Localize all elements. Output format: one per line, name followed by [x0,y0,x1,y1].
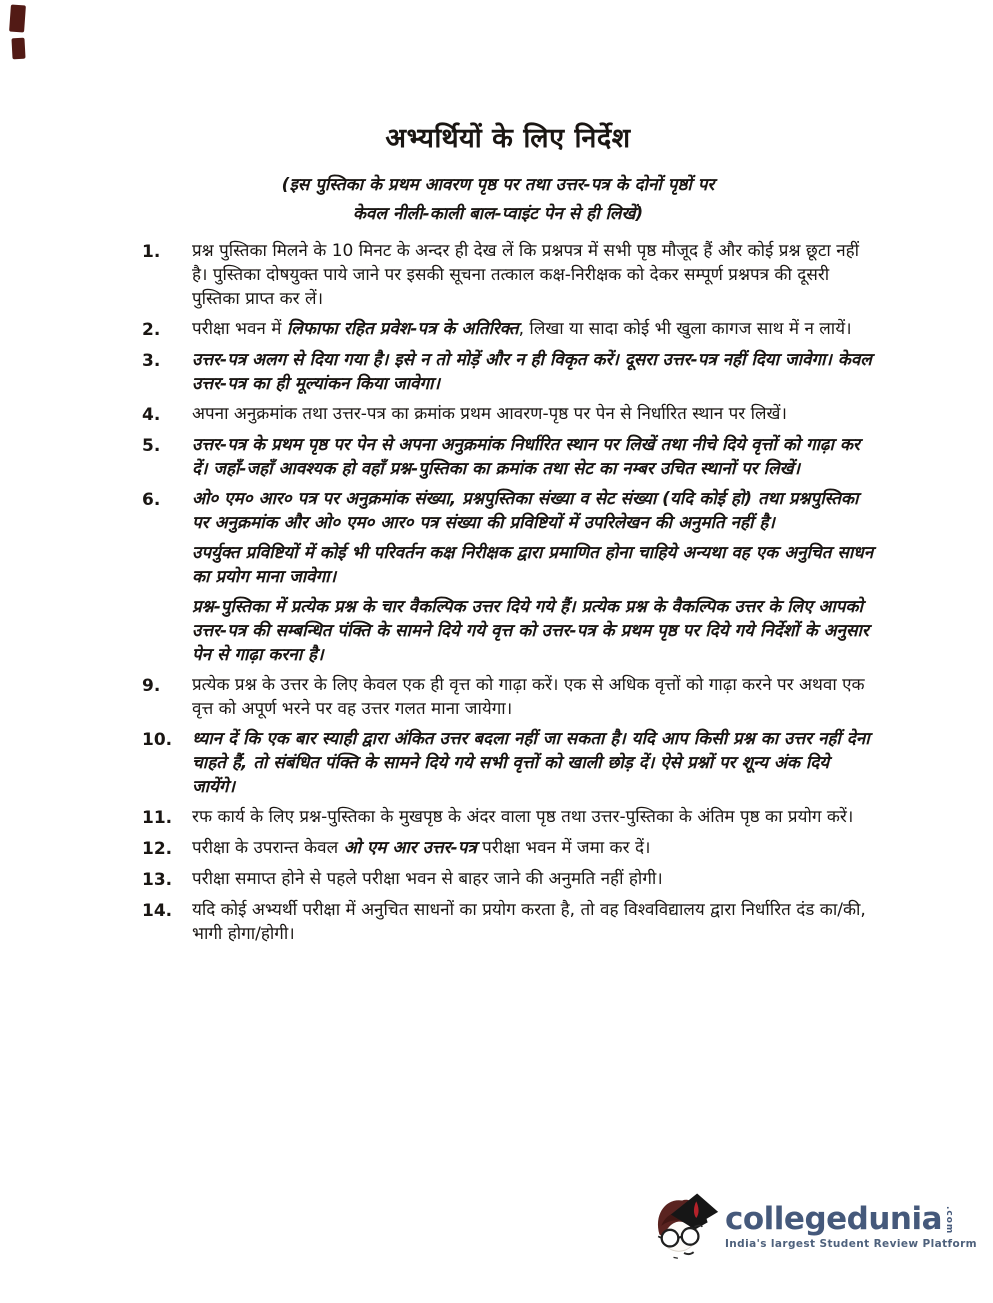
graduate-boy-mascot-icon [649,1189,719,1265]
item-number: 4. [142,405,161,425]
item-number: 9. [142,676,161,696]
list-item [142,317,874,342]
item-number: 6. [142,490,161,510]
subtitle-line-1: (इस पुस्तिका के प्रथम आवरण पृष्ठ पर तथा उत्तर-पत्र के दोनों पृष्ठों पर [281,175,715,195]
item-number [142,595,192,596]
document-content [142,118,874,952]
list-item [142,487,874,535]
list-item [142,867,874,892]
item-text: प्रश्न-पुस्तिका में प्रत्येक प्रश्न के चार वैकल्पिक उत्तर दिये गये हैं। प्रत्येक प्रश्न के वैकल्पिक उत्तर के लिए आपको उत्तर-पत्र की सम्बन्धित पंक्ति के सामने दिये गये वृत्त को उत्तर-पत्र के प्रथम पृष्ठ पर दिये गये निर्देशों के अनुसार पेन से गाढ़ा करना है। [192,597,869,665]
list-item [142,348,874,396]
item-text: उत्तर-पत्र के प्रथम पृष्ठ पर पेन से अपना अनुक्रमांक निर्धारित स्थान पर लिखें तथा नीचे दिये वृत्तों को गाढ़ा कर दें। जहाँ-जहाँ आवश्यक हो वहाँ प्रश्न-पुस्तिका का क्रमांक तथा सेट का नम्बर उचित स्थानों पर लिखें। [192,435,860,479]
instruction-list [142,239,874,946]
subtitle-note [152,171,844,229]
list-item [142,433,874,481]
list-item [142,836,874,861]
item-number: 5. [142,436,161,456]
item-text: परीक्षा समाप्त होने से पहले परीक्षा भवन से बाहर जाने की अनुमति नहीं होगी। [192,869,663,889]
list-item [142,673,874,721]
item-text: ध्यान दें कि एक बार स्याही द्वारा अंकित उत्तर बदला नहीं जा सकता है। यदि आप किसी प्रश्न का उत्तर नहीं देना चाहते हैं, तो संबंधित पंक्ति के सामने दिये गये सभी वृत्तों को खाली छोड़ दें। ऐसे प्रश्नों पर शून्य अंक दिये जायेंगे। [192,729,870,797]
subtitle-line-2: केवल नीली-काली बाल-प्वाइंट पेन से ही लिखें) [352,204,644,224]
scan-ink-mark [9,5,26,33]
item-text: यदि कोई अभ्यर्थी परीक्षा में अनुचित साधनों का प्रयोग करता है, तो वह विश्वविद्यालय द्वारा निर्धारित दंड का/की, भागी होगा/होगी। [192,900,866,944]
brand-name: collegedunia [725,1201,943,1237]
item-text: प्रश्न पुस्तिका मिलने के 10 मिनट के अन्दर ही देख लें कि प्रश्नपत्र में सभी पृष्ठ मौजूद हैं और कोई प्रश्न छूटा नहीं है। पुस्तिका दोषयुक्त पाये जाने पर इसकी सूचना तत्काल कक्ष-निरीक्षक को देकर सम्पूर्ण प्रश्नपत्र की दूसरी पुस्तिका प्राप्त कर लें। [192,241,860,309]
list-item [142,595,874,667]
page-title: अभ्यर्थियों के लिए निर्देश [385,123,631,154]
item-number: 10. [142,730,173,750]
list-item [142,805,874,830]
item-number: 13. [142,870,173,890]
item-text: ओ० एम० आर० पत्र पर अनुक्रमांक संख्या, प्रश्नपुस्तिका संख्या व सेट संख्या (यदि कोई हो) तथा प्रश्नपुस्तिका पर अनुक्रमांक और ओ० एम० आर० पत्र संख्या की प्रविष्टियों में उपरिलेखन की अनुमति नहीं है। [192,489,859,533]
item-number: 14. [142,901,173,921]
scan-ink-mark [11,38,25,60]
brand-tld: .com [944,1205,955,1234]
item-text: अपना अनुक्रमांक तथा उत्तर-पत्र का क्रमांक प्रथम आवरण-पृष्ठ पर पेन से निर्धारित स्थान पर लिखें। [192,404,787,424]
item-text: परीक्षा के उपरान्त केवल ओ एम आर उत्तर-पत्र परीक्षा भवन में जमा कर दें। [192,838,651,858]
item-text: परीक्षा भवन में लिफाफा रहित प्रवेश-पत्र के अतिरिक्त, लिखा या सादा कोई भी खुला कागज साथ में न लायें। [192,319,852,339]
item-number: 12. [142,839,173,859]
brand-tagline: India's largest Student Review Platform [725,1238,977,1250]
item-number: 2. [142,320,161,340]
list-item [142,727,874,799]
list-item [142,898,874,946]
item-text: प्रत्येक प्रश्न के उत्तर के लिए केवल एक ही वृत्त को गाढ़ा करें। एक से अधिक वृत्तों को गाढ़ा करने पर अथवा एक वृत्त को अपूर्ण भरने पर वह उत्तर गलत माना जायेगा। [192,675,865,719]
item-number: 1. [142,242,161,262]
list-item [142,239,874,311]
item-number: 3. [142,351,161,371]
list-item [142,402,874,427]
item-text: उत्तर-पत्र अलग से दिया गया है। इसे न तो मोड़ें और न ही विकृत करें। दूसरा उत्तर-पत्र नहीं दिया जावेगा। केवल उत्तर-पत्र का ही मूल्यांकन किया जावेगा। [192,350,872,394]
list-item [142,541,874,589]
item-text: उपर्युक्त प्रविष्टियों में कोई भी परिवर्तन कक्ष निरीक्षक द्वारा प्रमाणित होना चाहिये अन्यथा वह एक अनुचित साधन का प्रयोग माना जावेगा। [192,543,874,587]
item-number: 11. [142,808,173,828]
item-number [142,541,192,542]
collegedunia-logo [649,1189,977,1265]
item-text: रफ कार्य के लिए प्रश्न-पुस्तिका के मुखपृष्ठ के अंदर वाला पृष्ठ तथा उत्तर-पुस्तिका के अंतिम पृष्ठ का प्रयोग करें। [192,807,854,827]
brand-text-block [725,1201,977,1250]
